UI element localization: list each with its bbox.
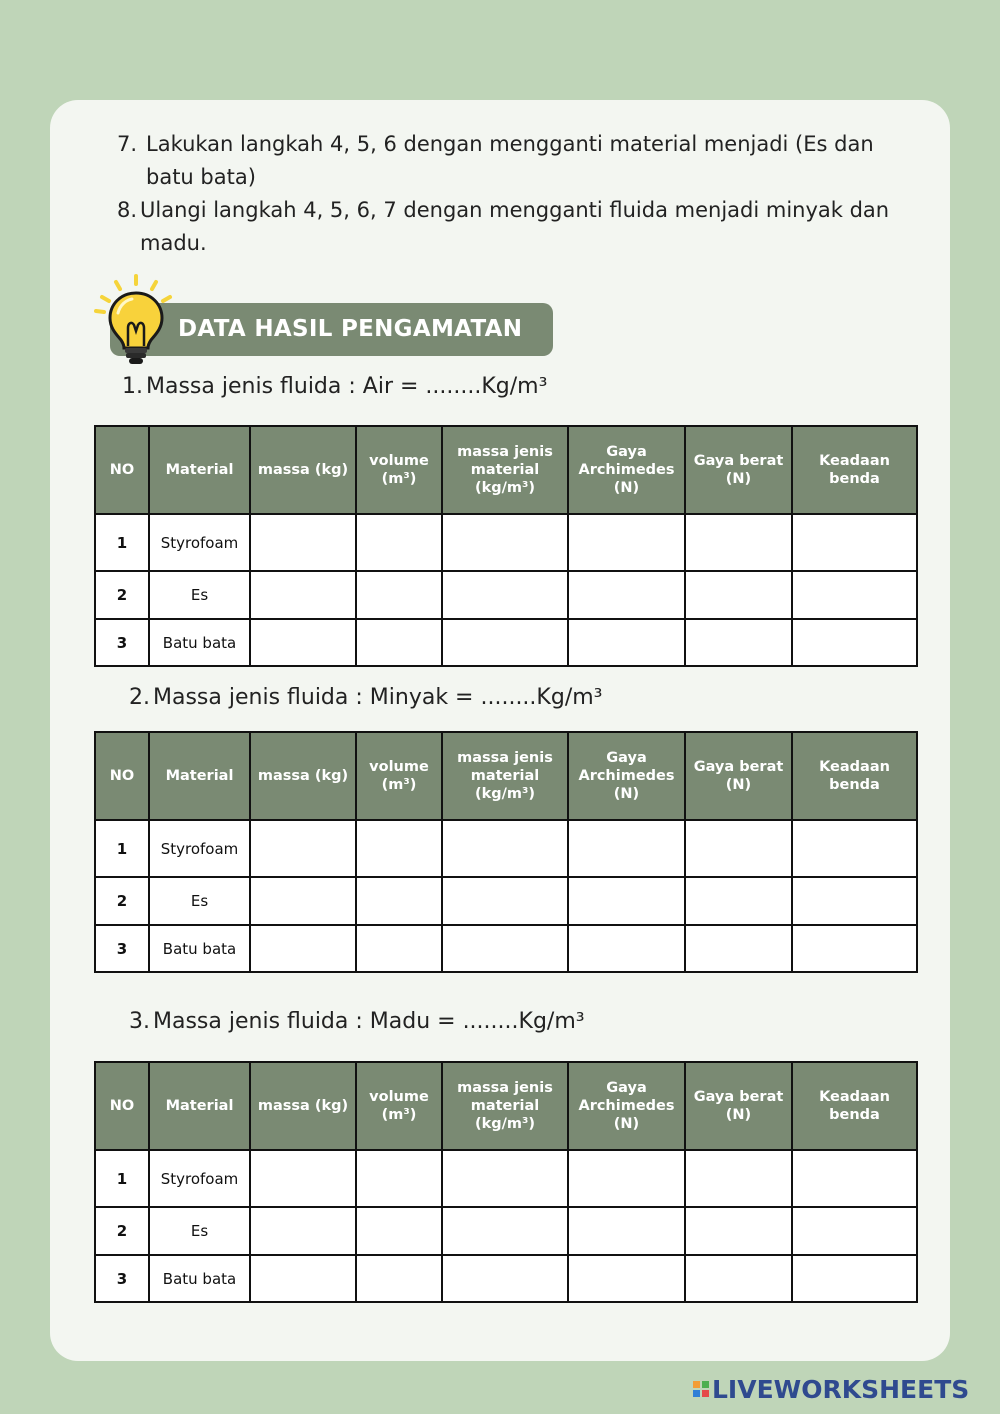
observation-table-1 (94, 425, 918, 667)
row-material: Batu bata (149, 619, 250, 666)
lightbulb-icon (94, 273, 178, 369)
table-title-text: Massa jenis fluida : Madu = ........Kg/m³ (153, 1009, 585, 1034)
observation-table-2 (94, 731, 918, 973)
input-keadaan-benda-cell[interactable] (792, 1255, 917, 1302)
input-gaya-berat-cell[interactable] (685, 514, 792, 571)
input-keadaan-benda-cell[interactable] (792, 514, 917, 571)
header-no: NO (95, 732, 149, 820)
row-material: Es (149, 1207, 250, 1255)
brand-wordmark: LIVEWORKSHEETS (712, 1374, 970, 1404)
table-title-text: Massa jenis fluida : Air = ........Kg/m³ (146, 374, 548, 399)
step-number: 8. (117, 198, 138, 222)
input-volume-cell[interactable] (356, 619, 442, 666)
header-gaya-berat: Gaya berat (N) (685, 732, 792, 820)
input-gaya-archimedes-cell[interactable] (568, 619, 685, 666)
input-gaya-archimedes-cell[interactable] (568, 571, 685, 619)
row-material: Es (149, 571, 250, 619)
table-row (95, 619, 917, 666)
liveworksheets-brand[interactable] (693, 1374, 969, 1404)
header-volume: volume (m³) (356, 1062, 442, 1150)
row-number: 2 (95, 571, 149, 619)
input-massa-jenis-cell[interactable] (442, 877, 568, 925)
input-massa-cell[interactable] (250, 619, 356, 666)
header-massa: massa (kg) (250, 426, 356, 514)
input-volume-cell[interactable] (356, 571, 442, 619)
input-keadaan-benda-cell[interactable] (792, 1150, 917, 1207)
header-massa-jenis: massa jenis material (kg/m³) (442, 426, 568, 514)
step-7 (117, 128, 917, 194)
table-row (95, 1207, 917, 1255)
input-volume-cell[interactable] (356, 925, 442, 972)
row-number: 1 (95, 514, 149, 571)
table-row (95, 1150, 917, 1207)
input-volume-cell[interactable] (356, 1207, 442, 1255)
section-heading-label: DATA HASIL PENGAMATAN (178, 316, 523, 342)
header-massa-jenis: massa jenis material (kg/m³) (442, 732, 568, 820)
table-row (95, 1255, 917, 1302)
input-gaya-archimedes-cell[interactable] (568, 877, 685, 925)
input-keadaan-benda-cell[interactable] (792, 619, 917, 666)
row-number: 3 (95, 619, 149, 666)
input-volume-cell[interactable] (356, 1150, 442, 1207)
input-keadaan-benda-cell[interactable] (792, 1207, 917, 1255)
row-material: Styrofoam (149, 514, 250, 571)
row-material: Batu bata (149, 1255, 250, 1302)
input-gaya-archimedes-cell[interactable] (568, 514, 685, 571)
input-gaya-berat-cell[interactable] (685, 820, 792, 877)
row-number: 1 (95, 1150, 149, 1207)
input-gaya-archimedes-cell[interactable] (568, 1150, 685, 1207)
table-row (95, 571, 917, 619)
input-massa-cell[interactable] (250, 925, 356, 972)
table-row (95, 925, 917, 972)
input-gaya-archimedes-cell[interactable] (568, 1207, 685, 1255)
header-no: NO (95, 426, 149, 514)
header-no: NO (95, 1062, 149, 1150)
input-massa-cell[interactable] (250, 514, 356, 571)
input-massa-jenis-cell[interactable] (442, 619, 568, 666)
input-keadaan-benda-cell[interactable] (792, 571, 917, 619)
input-keadaan-benda-cell[interactable] (792, 820, 917, 877)
row-material: Es (149, 877, 250, 925)
table-number: 3. (129, 1009, 150, 1034)
table-2-title (129, 685, 602, 710)
table-row (95, 514, 917, 571)
header-gaya-archimedes: Gaya Archimedes (N) (568, 732, 685, 820)
input-massa-cell[interactable] (250, 571, 356, 619)
input-keadaan-benda-cell[interactable] (792, 925, 917, 972)
input-volume-cell[interactable] (356, 1255, 442, 1302)
liveworksheets-logo-icon (693, 1381, 709, 1397)
input-massa-jenis-cell[interactable] (442, 820, 568, 877)
row-number: 3 (95, 925, 149, 972)
row-material: Batu bata (149, 925, 250, 972)
table-title-text: Massa jenis fluida : Minyak = ........Kg/m³ (153, 685, 603, 710)
input-massa-jenis-cell[interactable] (442, 1150, 568, 1207)
input-massa-jenis-cell[interactable] (442, 1255, 568, 1302)
header-keadaan-benda: Keadaan benda (792, 426, 917, 514)
instruction-steps (117, 128, 917, 260)
table-number: 2. (129, 685, 150, 710)
input-volume-cell[interactable] (356, 820, 442, 877)
input-gaya-archimedes-cell[interactable] (568, 820, 685, 877)
input-gaya-archimedes-cell[interactable] (568, 1255, 685, 1302)
input-gaya-berat-cell[interactable] (685, 1207, 792, 1255)
input-massa-cell[interactable] (250, 1207, 356, 1255)
header-massa: massa (kg) (250, 1062, 356, 1150)
header-massa-jenis: massa jenis material (kg/m³) (442, 1062, 568, 1150)
input-massa-jenis-cell[interactable] (442, 1207, 568, 1255)
input-massa-jenis-cell[interactable] (442, 925, 568, 972)
header-material: Material (149, 426, 250, 514)
row-number: 1 (95, 820, 149, 877)
table-number: 1. (122, 374, 143, 399)
table-3-title (129, 1009, 585, 1034)
input-massa-cell[interactable] (250, 820, 356, 877)
input-massa-jenis-cell[interactable] (442, 514, 568, 571)
input-massa-jenis-cell[interactable] (442, 571, 568, 619)
header-keadaan-benda: Keadaan benda (792, 732, 917, 820)
input-gaya-berat-cell[interactable] (685, 877, 792, 925)
header-gaya-berat: Gaya berat (N) (685, 426, 792, 514)
table-1-title (122, 374, 547, 399)
table-header-row (95, 1062, 917, 1150)
step-text: Lakukan langkah 4, 5, 6 dengan mengganti material menjadi (Es dan batu bata) (146, 132, 874, 189)
input-gaya-archimedes-cell[interactable] (568, 925, 685, 972)
input-gaya-berat-cell[interactable] (685, 1150, 792, 1207)
row-material: Styrofoam (149, 1150, 250, 1207)
step-8 (117, 194, 917, 260)
input-gaya-berat-cell[interactable] (685, 571, 792, 619)
step-text: Ulangi langkah 4, 5, 6, 7 dengan mengganti fluida menjadi minyak dan madu. (140, 198, 890, 255)
input-massa-cell[interactable] (250, 1150, 356, 1207)
header-material: Material (149, 732, 250, 820)
header-volume: volume (m³) (356, 426, 442, 514)
input-volume-cell[interactable] (356, 514, 442, 571)
table-header-row (95, 426, 917, 514)
table-row (95, 877, 917, 925)
row-number: 2 (95, 877, 149, 925)
header-gaya-archimedes: Gaya Archimedes (N) (568, 1062, 685, 1150)
header-keadaan-benda: Keadaan benda (792, 1062, 917, 1150)
header-volume: volume (m³) (356, 732, 442, 820)
input-keadaan-benda-cell[interactable] (792, 877, 917, 925)
input-volume-cell[interactable] (356, 877, 442, 925)
input-gaya-berat-cell[interactable] (685, 925, 792, 972)
row-material: Styrofoam (149, 820, 250, 877)
header-material: Material (149, 1062, 250, 1150)
header-gaya-berat: Gaya berat (N) (685, 1062, 792, 1150)
table-header-row (95, 732, 917, 820)
header-massa: massa (kg) (250, 732, 356, 820)
row-number: 2 (95, 1207, 149, 1255)
input-gaya-berat-cell[interactable] (685, 619, 792, 666)
row-number: 3 (95, 1255, 149, 1302)
input-massa-cell[interactable] (250, 877, 356, 925)
step-number: 7. (117, 132, 138, 156)
observation-table-3 (94, 1061, 918, 1303)
input-massa-cell[interactable] (250, 1255, 356, 1302)
input-gaya-berat-cell[interactable] (685, 1255, 792, 1302)
table-row (95, 820, 917, 877)
header-gaya-archimedes: Gaya Archimedes (N) (568, 426, 685, 514)
